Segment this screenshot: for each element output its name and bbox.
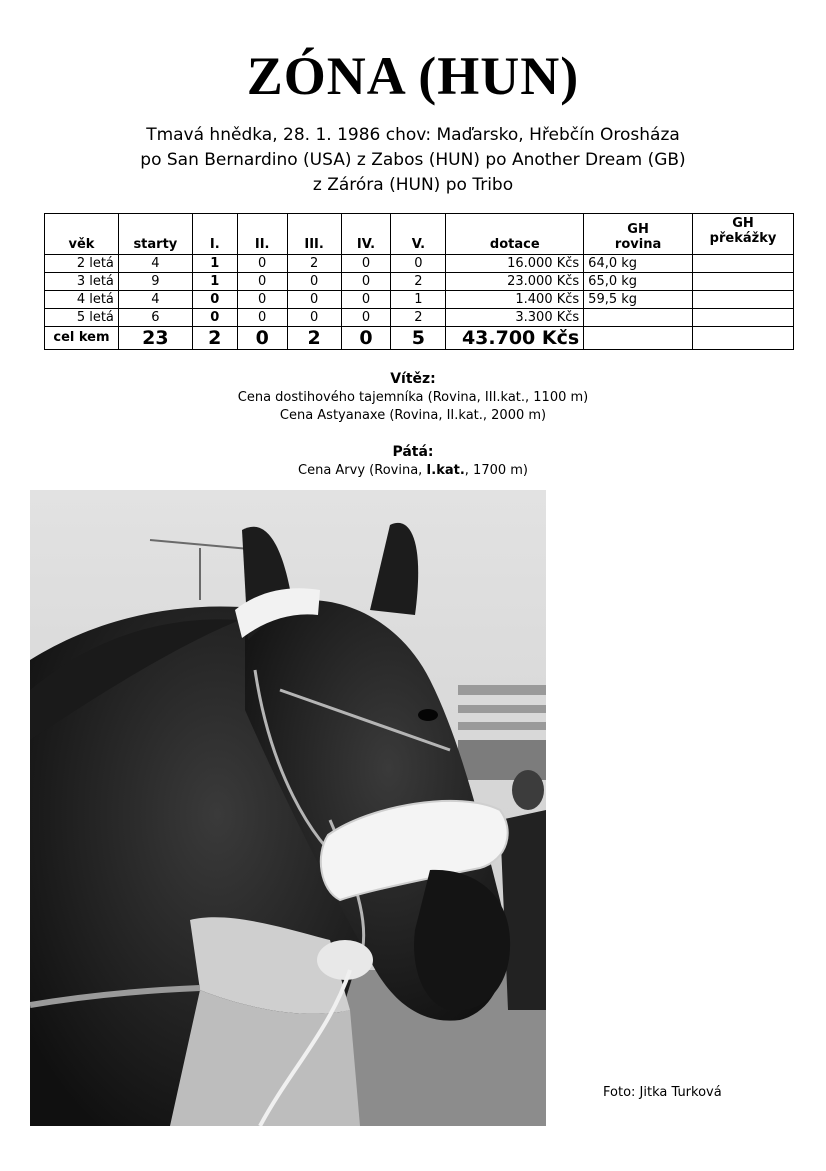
table-row: 3 letá 9 1 0 0 0 2 23.000 Kčs 65,0 kg	[45, 273, 794, 291]
table-row: 4 letá 4 0 0 0 0 1 1.400 Kčs 59,5 kg	[45, 291, 794, 309]
header-gh-flat: GH rovina	[584, 214, 693, 255]
page-title: ZÓNA (HUN)	[246, 46, 580, 106]
header-first: I.	[192, 214, 237, 255]
header-fifth: V.	[391, 214, 446, 255]
table-total-row: cel kem 23 2 0 2 0 5 43.700 Kčs	[45, 327, 794, 350]
header-starts: starty	[118, 214, 192, 255]
winner-race-1: Cena dostihového tajemníka (Rovina, III.kat., 1100 m)	[237, 390, 589, 405]
winner-heading: Vítěz:	[390, 371, 436, 387]
pedigree-dam-line: z Záróra (HUN) po Tribo	[312, 175, 514, 195]
horse-photo	[30, 490, 546, 1126]
header-money: dotace	[446, 214, 584, 255]
race-record-table	[44, 213, 794, 350]
table-header-row	[45, 214, 794, 255]
horse-details-line: Tmavá hnědka, 28. 1. 1986 chov: Maďarsko, Hřebčín Orosháza	[146, 125, 680, 145]
header-age: věk	[45, 214, 119, 255]
fifth-heading: Pátá:	[392, 444, 434, 460]
horse-photo-illustration	[30, 490, 546, 1126]
pedigree-line: po San Bernardino (USA) z Zabos (HUN) po Another Dream (GB)	[140, 150, 686, 170]
header-gh-jump: GH překážky	[693, 214, 794, 255]
photo-credit: Foto: Jitka Turková	[603, 1085, 722, 1100]
header-second: II.	[237, 214, 287, 255]
table-row: 2 letá 4 1 0 2 0 0 16.000 Kčs 64,0 kg	[45, 255, 794, 273]
table-row: 5 letá 6 0 0 0 0 2 3.300 Kčs	[45, 309, 794, 327]
fifth-race: Cena Arvy (Rovina, I.kat., 1700 m)	[298, 463, 528, 478]
header-fourth: IV.	[341, 214, 391, 255]
header-third: III.	[287, 214, 341, 255]
winner-race-2: Cena Astyanaxe (Rovina, II.kat., 2000 m)	[279, 408, 547, 423]
